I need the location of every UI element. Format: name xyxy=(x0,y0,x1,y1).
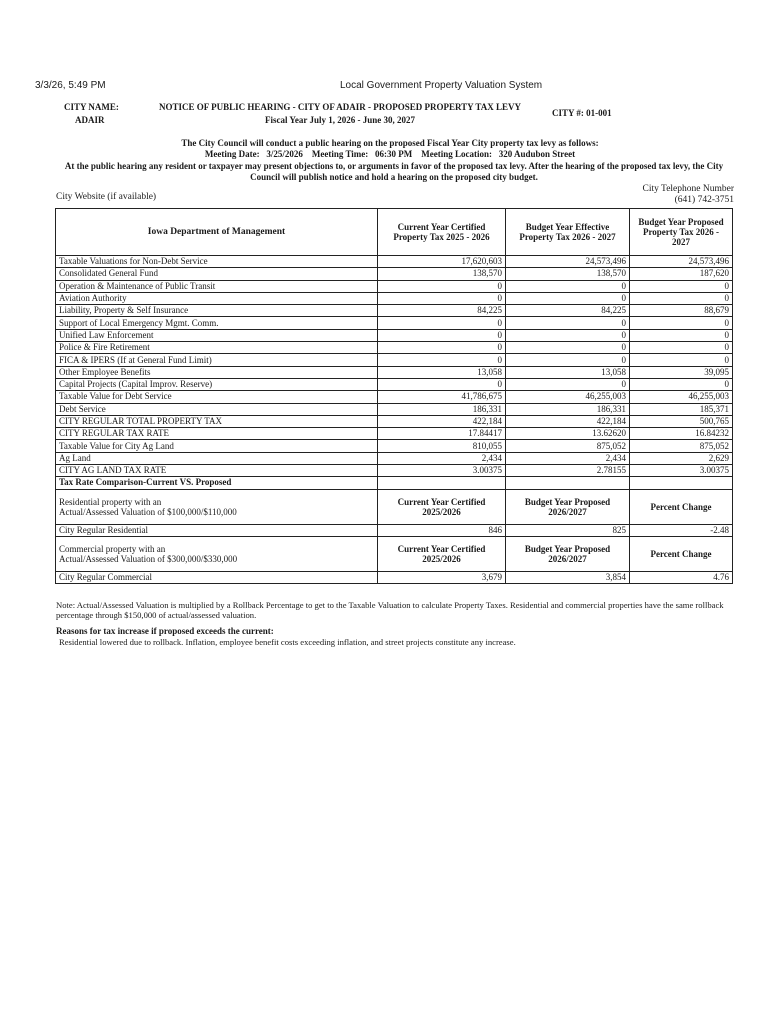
table-row xyxy=(56,317,733,329)
city-phone-label: City Telephone Number xyxy=(642,184,734,194)
proposed-tax-value: 875,052 xyxy=(630,440,733,452)
table-row xyxy=(56,292,733,304)
table-row xyxy=(56,465,733,477)
row-label: Debt Service xyxy=(56,403,378,415)
meeting-location-label: Meeting Location: xyxy=(421,149,493,159)
proposed-tax-value: 3.00375 xyxy=(630,465,733,477)
table-row xyxy=(56,391,733,403)
current-year-value: 17,620,603 xyxy=(378,256,506,268)
comparison-title-row xyxy=(56,477,733,489)
current-year-value: 0 xyxy=(378,317,506,329)
effective-tax-value: 2.78155 xyxy=(506,465,630,477)
row-label: Taxable Value for Debt Service xyxy=(56,391,378,403)
fiscal-year: Fiscal Year July 1, 2026 - June 30, 2027 xyxy=(265,115,415,125)
row-label: Police & Fire Retirement xyxy=(56,342,378,354)
current-year-value: 84,225 xyxy=(378,305,506,317)
effective-tax-value: 84,225 xyxy=(506,305,630,317)
effective-tax-value: 0 xyxy=(506,354,630,366)
city-phone-block xyxy=(620,184,734,206)
current-year-value: 0 xyxy=(378,354,506,366)
commercial-percent-change: 4.76 xyxy=(630,571,733,583)
effective-tax-value: 2,434 xyxy=(506,452,630,464)
effective-tax-value: 186,331 xyxy=(506,403,630,415)
effective-tax-value: 0 xyxy=(506,378,630,390)
proposed-tax-value: 0 xyxy=(630,292,733,304)
effective-tax-value: 46,255,003 xyxy=(506,391,630,403)
header-current-year: Current Year Certified Property Tax 2025 - 2026 xyxy=(378,209,506,256)
residential-description-line1: Residential property with an xyxy=(59,496,162,507)
current-year-value: 138,570 xyxy=(378,268,506,280)
proposed-tax-value: 2,629 xyxy=(630,452,733,464)
comparison-title: Tax Rate Comparison-Current VS. Proposed xyxy=(56,477,378,489)
effective-tax-value: 0 xyxy=(506,292,630,304)
property-tax-table xyxy=(55,208,733,584)
table-row xyxy=(56,280,733,292)
table-row xyxy=(56,342,733,354)
current-year-value: 0 xyxy=(378,378,506,390)
table-header-row xyxy=(56,209,733,256)
residential-comparison-row xyxy=(56,524,733,536)
empty-cell xyxy=(378,477,506,489)
proposed-tax-value: 46,255,003 xyxy=(630,391,733,403)
row-label: CITY REGULAR TOTAL PROPERTY TAX xyxy=(56,415,378,427)
table-row xyxy=(56,428,733,440)
property-tax-table-body xyxy=(56,209,733,584)
residential-header-proposed: Budget Year Proposed 2026/2027 xyxy=(506,489,630,524)
effective-tax-value: 422,184 xyxy=(506,415,630,427)
commercial-header-percent: Percent Change xyxy=(630,536,733,571)
current-year-value: 3.00375 xyxy=(378,465,506,477)
row-label: CITY AG LAND TAX RATE xyxy=(56,465,378,477)
city-phone-number: (641) 742-3751 xyxy=(674,195,734,205)
commercial-description-line1: Commercial property with an xyxy=(59,543,166,554)
current-year-value: 0 xyxy=(378,329,506,341)
proposed-tax-value: 39,095 xyxy=(630,366,733,378)
header-department: Iowa Department of Management xyxy=(56,209,378,256)
commercial-description-line2: Actual/Assessed Valuation of $300,000/$330,000 xyxy=(59,553,238,564)
effective-tax-value: 875,052 xyxy=(506,440,630,452)
residential-description-line2: Actual/Assessed Valuation of $100,000/$110,000 xyxy=(59,506,237,517)
print-timestamp: 3/3/26, 5:49 PM xyxy=(35,80,106,91)
meeting-location: 320 Audubon Street xyxy=(498,149,576,159)
table-row xyxy=(56,366,733,378)
effective-tax-value: 24,573,496 xyxy=(506,256,630,268)
empty-cell xyxy=(630,477,733,489)
meeting-details xyxy=(60,149,720,159)
city-website-label: City Website (if available) xyxy=(56,192,157,202)
row-label: Capital Projects (Capital Improv. Reserve) xyxy=(56,378,378,390)
proposed-tax-value: 0 xyxy=(630,317,733,329)
proposed-tax-value: 500,765 xyxy=(630,415,733,427)
commercial-comparison-header xyxy=(56,536,733,571)
residential-proposed: 825 xyxy=(506,524,630,536)
residential-description xyxy=(56,489,378,524)
row-label: Liability, Property & Self Insurance xyxy=(56,305,378,317)
effective-tax-value: 0 xyxy=(506,280,630,292)
row-label: CITY REGULAR TAX RATE xyxy=(56,428,378,440)
table-row xyxy=(56,452,733,464)
current-year-value: 41,786,675 xyxy=(378,391,506,403)
commercial-proposed: 3,854 xyxy=(506,571,630,583)
row-label: Unified Law Enforcement xyxy=(56,329,378,341)
residential-header-current: Current Year Certified 2025/2026 xyxy=(378,489,506,524)
empty-cell xyxy=(506,477,630,489)
city-name-value: ADAIR xyxy=(75,115,105,125)
meeting-date: 3/25/2026 xyxy=(266,149,303,159)
meeting-time: 06:30 PM xyxy=(375,149,413,159)
system-name: Local Government Property Valuation System xyxy=(340,80,543,91)
table-row xyxy=(56,268,733,280)
table-row xyxy=(56,440,733,452)
row-label: FICA & IPERS (If at General Fund Limit) xyxy=(56,354,378,366)
effective-tax-value: 13,058 xyxy=(506,366,630,378)
meeting-date-label: Meeting Date: xyxy=(204,149,260,159)
current-year-value: 186,331 xyxy=(378,403,506,415)
residential-header-percent: Percent Change xyxy=(630,489,733,524)
header-effective-tax: Budget Year Effective Property Tax 2026 - 2027 xyxy=(506,209,630,256)
proposed-tax-value: 185,371 xyxy=(630,403,733,415)
proposed-tax-value: 0 xyxy=(630,354,733,366)
row-label: Other Employee Benefits xyxy=(56,366,378,378)
current-year-value: 0 xyxy=(378,292,506,304)
residential-label: City Regular Residential xyxy=(56,524,378,536)
table-row xyxy=(56,305,733,317)
meeting-time-label: Meeting Time: xyxy=(311,149,369,159)
row-label: Taxable Value for City Ag Land xyxy=(56,440,378,452)
row-label: Consolidated General Fund xyxy=(56,268,378,280)
table-row xyxy=(56,378,733,390)
proposed-tax-value: 187,620 xyxy=(630,268,733,280)
commercial-label: City Regular Commercial xyxy=(56,571,378,583)
objections-text: At the public hearing any resident or taxpayer may present objections to, or arguments in favor of the proposed tax levy. After the hearing of the proposed tax levy, the City Council will publish notice and hold a hearing on the proposed city budget. xyxy=(64,161,724,182)
proposed-tax-value: 0 xyxy=(630,280,733,292)
table-row xyxy=(56,415,733,427)
reasons-heading: Reasons for tax increase if proposed exceeds the current: xyxy=(56,626,274,636)
city-number: CITY #: 01-001 xyxy=(552,108,612,118)
rollback-note: Note: Actual/Assessed Valuation is multiplied by a Rollback Percentage to get to the Taxable Valuation to calculate Property Taxes. Residential and commercial properties have the same rollback percentage through $150,000 of actual/assessed valuation. xyxy=(56,600,724,620)
effective-tax-value: 0 xyxy=(506,329,630,341)
commercial-current: 3,679 xyxy=(378,571,506,583)
proposed-tax-value: 24,573,496 xyxy=(630,256,733,268)
current-year-value: 2,434 xyxy=(378,452,506,464)
commercial-header-proposed: Budget Year Proposed 2026/2027 xyxy=(506,536,630,571)
current-year-value: 810,055 xyxy=(378,440,506,452)
effective-tax-value: 138,570 xyxy=(506,268,630,280)
row-label: Taxable Valuations for Non-Debt Service xyxy=(56,256,378,268)
header-proposed-tax: Budget Year Proposed Property Tax 2026 - 2027 xyxy=(630,209,733,256)
table-row xyxy=(56,403,733,415)
residential-percent-change: -2.48 xyxy=(630,524,733,536)
hearing-intro: The City Council will conduct a public hearing on the proposed Fiscal Year City property tax levy as follows: xyxy=(181,138,599,148)
reasons-text: Residential lowered due to rollback. Inflation, employee benefit costs exceeding inflation, and street projects constitute any increase. xyxy=(59,637,516,647)
current-year-value: 0 xyxy=(378,280,506,292)
proposed-tax-value: 0 xyxy=(630,329,733,341)
city-name-label: CITY NAME: xyxy=(64,102,119,112)
commercial-comparison-row xyxy=(56,571,733,583)
row-label: Operation & Maintenance of Public Transit xyxy=(56,280,378,292)
notice-title: NOTICE OF PUBLIC HEARING - CITY OF ADAIR - PROPOSED PROPERTY TAX LEVY xyxy=(158,102,522,112)
table-row xyxy=(56,329,733,341)
commercial-header-current: Current Year Certified 2025/2026 xyxy=(378,536,506,571)
effective-tax-value: 0 xyxy=(506,342,630,354)
residential-comparison-header xyxy=(56,489,733,524)
table-row xyxy=(56,256,733,268)
effective-tax-value: 0 xyxy=(506,317,630,329)
current-year-value: 422,184 xyxy=(378,415,506,427)
proposed-tax-value: 0 xyxy=(630,342,733,354)
residential-current: 846 xyxy=(378,524,506,536)
commercial-description xyxy=(56,536,378,571)
proposed-tax-value: 0 xyxy=(630,378,733,390)
effective-tax-value: 13.62620 xyxy=(506,428,630,440)
current-year-value: 13,058 xyxy=(378,366,506,378)
row-label: Ag Land xyxy=(56,452,378,464)
row-label: Support of Local Emergency Mgmt. Comm. xyxy=(56,317,378,329)
current-year-value: 17.84417 xyxy=(378,428,506,440)
row-label: Aviation Authority xyxy=(56,292,378,304)
current-year-value: 0 xyxy=(378,342,506,354)
proposed-tax-value: 88,679 xyxy=(630,305,733,317)
table-row xyxy=(56,354,733,366)
proposed-tax-value: 16.84232 xyxy=(630,428,733,440)
